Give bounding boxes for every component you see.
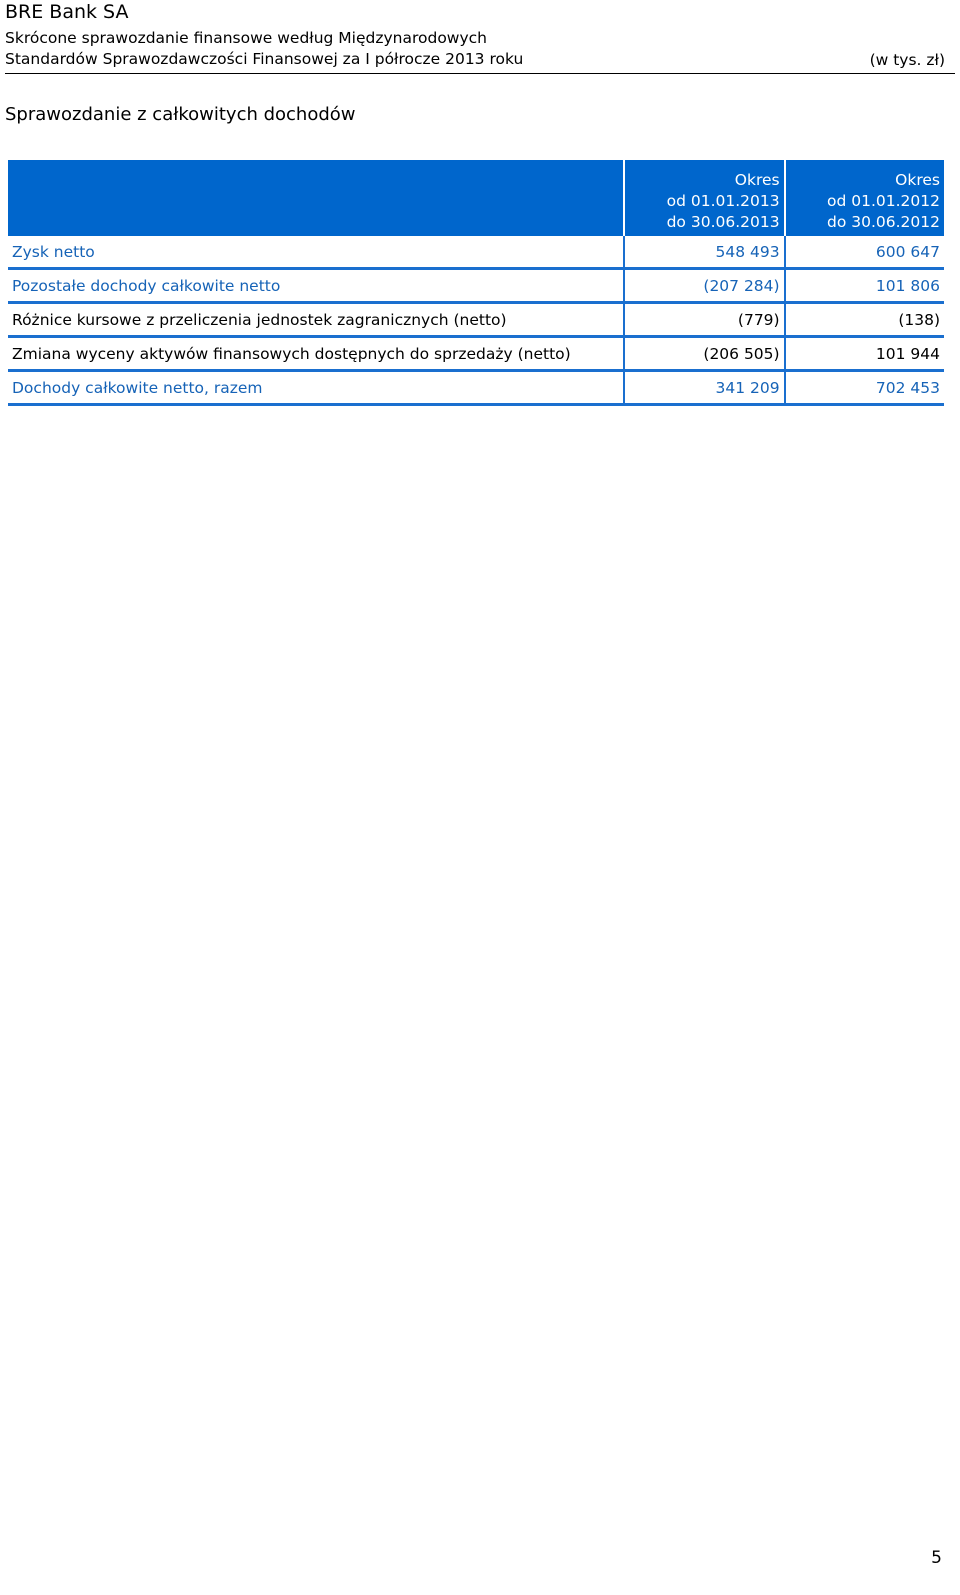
table-row-afs-valuation [8,337,944,371]
row-label: Zmiana wyceny aktywów finansowych dostępnych do sprzedaży (netto) [8,337,624,371]
row-value-2013: (207 284) [624,269,784,303]
table-header-row [8,160,944,236]
period-2013-line2: od 01.01.2013 [666,192,780,210]
row-value-2012: 101 806 [785,269,944,303]
header-divider [5,73,955,74]
period-2013-line3: do 30.06.2013 [666,213,780,231]
row-value-2012: 600 647 [785,236,944,269]
unit-label: (w tys. zł) [869,51,945,69]
report-title-line-1: Skrócone sprawozdanie finansowe według Międzynarodowych [5,29,488,47]
row-value-2012: (138) [785,303,944,337]
period-2012-line2: od 01.01.2012 [827,192,940,210]
section-title: Sprawozdanie z całkowitych dochodów [5,104,356,125]
table-row-fx-differences [8,303,944,337]
header-label-cell [8,160,624,236]
page-number: 5 [931,1548,942,1568]
row-label: Zysk netto [8,236,624,269]
report-title-line-2: Standardów Sprawozdawczości Finansowej za I półrocze 2013 roku [5,50,524,68]
period-2013-header [624,160,784,236]
row-value-2013: 548 493 [624,236,784,269]
row-label: Dochody całkowite netto, razem [8,371,624,405]
row-value-2012: 101 944 [785,337,944,371]
table-row-total-comprehensive-income [8,371,944,405]
company-name: BRE Bank SA [5,1,129,23]
period-2012-header [785,160,944,236]
row-value-2013: (206 505) [624,337,784,371]
row-value-2013: 341 209 [624,371,784,405]
period-2012-line3: do 30.06.2012 [827,213,940,231]
row-value-2012: 702 453 [785,371,944,405]
table-row-other-comprehensive-income [8,269,944,303]
row-label: Pozostałe dochody całkowite netto [8,269,624,303]
period-2012-line1: Okres [895,171,940,189]
period-2013-line1: Okres [734,171,780,189]
table-row-net-profit [8,236,944,269]
comprehensive-income-table [8,160,944,406]
row-label: Różnice kursowe z przeliczenia jednostek zagranicznych (netto) [8,303,624,337]
row-value-2013: (779) [624,303,784,337]
